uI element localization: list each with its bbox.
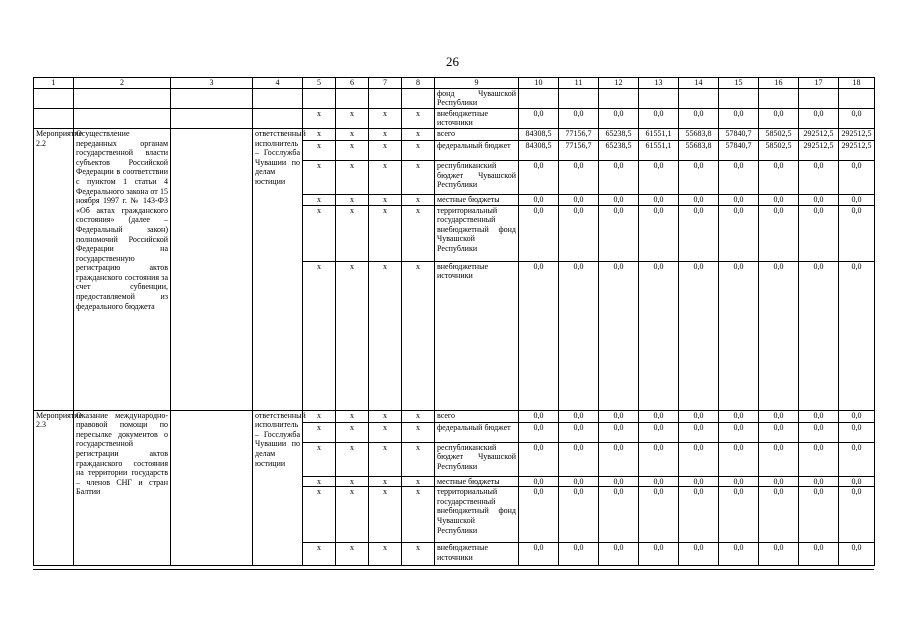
mark-cell: x xyxy=(402,140,435,160)
mark-cell: x xyxy=(369,194,402,205)
value-cell: 0,0 xyxy=(599,410,639,422)
value-cell: 0,0 xyxy=(519,543,559,566)
continuation-row xyxy=(34,108,875,128)
value-cell: 0,0 xyxy=(599,543,639,566)
value-cell: 292512,5 xyxy=(799,128,839,140)
value-cell: 0,0 xyxy=(679,543,719,566)
source-label: фонд Чувашской Республики xyxy=(435,88,519,108)
value-cell: 0,0 xyxy=(719,410,759,422)
value-cell: 0,0 xyxy=(639,160,679,194)
empty-cell xyxy=(402,88,435,108)
value-cell: 84308,5 xyxy=(519,128,559,140)
value-cell: 77156,7 xyxy=(559,128,599,140)
empty-cell xyxy=(719,88,759,108)
value-cell: 0,0 xyxy=(759,487,799,543)
empty-cell xyxy=(369,88,402,108)
value-cell: 0,0 xyxy=(679,476,719,487)
value-cell: 0,0 xyxy=(759,194,799,205)
value-cell: 0,0 xyxy=(599,476,639,487)
empty-cell xyxy=(799,88,839,108)
value-cell: 0,0 xyxy=(799,543,839,566)
value-cell: 0,0 xyxy=(519,261,559,410)
value-cell: 0,0 xyxy=(559,543,599,566)
page-number: 26 xyxy=(446,54,459,69)
value-cell: 57840,7 xyxy=(719,140,759,160)
value-cell: 0,0 xyxy=(519,422,559,442)
value-cell: 0,0 xyxy=(639,487,679,543)
mark-cell: x xyxy=(369,140,402,160)
source-label: республиканский бюджет Чувашской Республики xyxy=(435,160,519,194)
mark-cell: x xyxy=(336,261,369,410)
value-cell: 0,0 xyxy=(719,160,759,194)
empty-cell xyxy=(839,88,875,108)
value-cell: 0,0 xyxy=(599,261,639,410)
mark-cell: x xyxy=(369,487,402,543)
value-cell: 0,0 xyxy=(759,422,799,442)
mark-cell: x xyxy=(336,128,369,140)
mark-cell: x xyxy=(303,422,336,442)
value-cell: 65238,5 xyxy=(599,128,639,140)
value-cell: 0,0 xyxy=(639,205,679,261)
mark-cell: x xyxy=(303,476,336,487)
measure-executor: ответственный исполнитель – Госслужба Чувашии по делам юстиции xyxy=(253,128,303,410)
measure-description: Оказание международно-правовой помощи по пересылке документов о государственной регистрации актов гражданского состояния на территории государств – членов СНГ и стран Балтии xyxy=(74,410,171,566)
mark-cell: x xyxy=(402,128,435,140)
value-cell: 0,0 xyxy=(559,205,599,261)
value-cell: 0,0 xyxy=(519,442,559,476)
header-cell-4: 4 xyxy=(253,78,303,89)
empty-cell xyxy=(253,88,303,108)
value-cell: 0,0 xyxy=(799,160,839,194)
value-cell: 0,0 xyxy=(599,205,639,261)
value-cell: 0,0 xyxy=(799,410,839,422)
header-cell-1: 1 xyxy=(34,78,74,89)
value-cell: 0,0 xyxy=(719,543,759,566)
empty-cell xyxy=(336,88,369,108)
value-cell: 0,0 xyxy=(679,160,719,194)
empty-cell xyxy=(74,108,171,128)
value-cell: 0,0 xyxy=(839,160,875,194)
mark-cell: x xyxy=(402,410,435,422)
value-cell: 0,0 xyxy=(559,487,599,543)
mark-cell: x xyxy=(369,476,402,487)
value-cell: 0,0 xyxy=(759,108,799,128)
value-cell: 0,0 xyxy=(599,108,639,128)
value-cell: 57840,7 xyxy=(719,128,759,140)
header-cell-3: 3 xyxy=(171,78,253,89)
value-cell: 0,0 xyxy=(639,476,679,487)
empty-cell xyxy=(679,88,719,108)
source-label: внебюджетные источники xyxy=(435,108,519,128)
program-funding-table xyxy=(33,77,875,566)
value-cell: 0,0 xyxy=(759,442,799,476)
mark-cell: x xyxy=(336,140,369,160)
mark-cell: x xyxy=(303,543,336,566)
source-label: территориальный государственный внебюджетный фонд Чувашской Республики xyxy=(435,205,519,261)
header-cell-7: 7 xyxy=(369,78,402,89)
value-cell: 0,0 xyxy=(759,205,799,261)
source-label: местные бюджеты xyxy=(435,476,519,487)
value-cell: 0,0 xyxy=(839,261,875,410)
empty-cell xyxy=(303,88,336,108)
mark-cell: x xyxy=(402,476,435,487)
source-label: федеральный бюджет xyxy=(435,422,519,442)
value-cell: 292512,5 xyxy=(839,128,875,140)
value-cell: 0,0 xyxy=(679,108,719,128)
mark-cell: x xyxy=(369,410,402,422)
value-cell: 84308,5 xyxy=(519,140,559,160)
value-cell: 77156,7 xyxy=(559,140,599,160)
header-cell-11: 11 xyxy=(559,78,599,89)
header-cell-10: 10 xyxy=(519,78,559,89)
value-cell: 0,0 xyxy=(799,476,839,487)
value-cell: 0,0 xyxy=(559,261,599,410)
value-cell: 0,0 xyxy=(639,108,679,128)
value-cell: 0,0 xyxy=(759,476,799,487)
value-cell: 0,0 xyxy=(559,442,599,476)
value-cell: 0,0 xyxy=(719,422,759,442)
value-cell: 0,0 xyxy=(719,261,759,410)
value-cell: 0,0 xyxy=(559,108,599,128)
value-cell: 0,0 xyxy=(839,422,875,442)
value-cell: 0,0 xyxy=(799,194,839,205)
mark-cell: x xyxy=(303,442,336,476)
value-cell: 0,0 xyxy=(839,543,875,566)
source-label: федеральный бюджет xyxy=(435,140,519,160)
empty-cell xyxy=(171,128,253,410)
mark-cell: x xyxy=(402,442,435,476)
mark-cell: x xyxy=(402,205,435,261)
value-cell: 61551,1 xyxy=(639,128,679,140)
value-cell: 0,0 xyxy=(759,543,799,566)
mark-cell: x xyxy=(336,108,369,128)
mark-cell: x xyxy=(369,422,402,442)
source-label: всего xyxy=(435,410,519,422)
mark-cell: x xyxy=(336,194,369,205)
mark-cell: x xyxy=(303,261,336,410)
mark-cell: x xyxy=(369,160,402,194)
mark-cell: x xyxy=(369,128,402,140)
value-cell: 0,0 xyxy=(599,160,639,194)
value-cell: 0,0 xyxy=(719,194,759,205)
value-cell: 0,0 xyxy=(519,205,559,261)
mark-cell: x xyxy=(369,261,402,410)
value-cell: 58502,5 xyxy=(759,140,799,160)
value-cell: 0,0 xyxy=(679,194,719,205)
empty-cell xyxy=(639,88,679,108)
source-label: внебюджетные источники xyxy=(435,261,519,410)
value-cell: 58502,5 xyxy=(759,128,799,140)
value-cell: 61551,1 xyxy=(639,140,679,160)
value-cell: 0,0 xyxy=(839,194,875,205)
value-cell: 0,0 xyxy=(759,410,799,422)
mark-cell: x xyxy=(336,487,369,543)
value-cell: 0,0 xyxy=(759,261,799,410)
mark-cell: x xyxy=(303,128,336,140)
header-cell-6: 6 xyxy=(336,78,369,89)
value-cell: 65238,5 xyxy=(599,140,639,160)
empty-cell xyxy=(519,88,559,108)
value-cell: 0,0 xyxy=(599,487,639,543)
measure-code: Мероприятие 2.3 xyxy=(34,410,74,566)
value-cell: 0,0 xyxy=(679,422,719,442)
value-cell: 292512,5 xyxy=(799,140,839,160)
value-cell: 0,0 xyxy=(839,476,875,487)
value-cell: 0,0 xyxy=(559,160,599,194)
header-cell-12: 12 xyxy=(599,78,639,89)
mark-cell: x xyxy=(336,476,369,487)
value-cell: 0,0 xyxy=(639,261,679,410)
header-cell-14: 14 xyxy=(679,78,719,89)
mark-cell: x xyxy=(336,543,369,566)
mark-cell: x xyxy=(336,410,369,422)
mark-cell: x xyxy=(303,140,336,160)
continuation-row xyxy=(34,88,875,108)
mark-cell: x xyxy=(336,205,369,261)
empty-cell xyxy=(759,88,799,108)
value-cell: 0,0 xyxy=(559,422,599,442)
value-cell: 292512,5 xyxy=(839,140,875,160)
mark-cell: x xyxy=(402,261,435,410)
value-cell: 0,0 xyxy=(759,160,799,194)
value-cell: 0,0 xyxy=(799,422,839,442)
value-cell: 0,0 xyxy=(799,108,839,128)
empty-cell xyxy=(559,88,599,108)
empty-cell xyxy=(34,88,74,108)
source-label: территориальный государственный внебюджетный фонд Чувашской Республики xyxy=(435,487,519,543)
mark-cell: x xyxy=(369,543,402,566)
measure-executor: ответственный исполнитель – Госслужба Чувашии по делам юстиции xyxy=(253,410,303,566)
mark-cell: x xyxy=(402,160,435,194)
mark-cell: x xyxy=(336,422,369,442)
mark-cell: x xyxy=(336,442,369,476)
value-cell: 0,0 xyxy=(559,476,599,487)
source-label: всего xyxy=(435,128,519,140)
funding-row xyxy=(34,128,875,140)
header-cell-9: 9 xyxy=(435,78,519,89)
mark-cell: x xyxy=(303,194,336,205)
value-cell: 0,0 xyxy=(839,487,875,543)
value-cell: 0,0 xyxy=(519,194,559,205)
header-cell-2: 2 xyxy=(74,78,171,89)
value-cell: 0,0 xyxy=(599,194,639,205)
value-cell: 0,0 xyxy=(679,261,719,410)
value-cell: 0,0 xyxy=(679,442,719,476)
source-label: внебюджетные источники xyxy=(435,543,519,566)
value-cell: 0,0 xyxy=(599,442,639,476)
value-cell: 0,0 xyxy=(559,410,599,422)
empty-cell xyxy=(74,88,171,108)
mark-cell: x xyxy=(402,194,435,205)
mark-cell: x xyxy=(369,205,402,261)
measure-description: Осуществление переданных органам государственной власти субъектов Российской Федерации в соответствии с пунктом 1 статьи 4 Федерального закона от 15 ноября 1997 г. № 143-ФЗ «Об актах гражданского состояния» (далее – Федеральный закон) полномочий Российской Федерации на государственную регистрацию актов гражданского состояния за счет субвенции, предоставляемой из федерального бюджета xyxy=(74,128,171,410)
value-cell: 0,0 xyxy=(519,487,559,543)
value-cell: 0,0 xyxy=(719,442,759,476)
mark-cell: x xyxy=(369,108,402,128)
value-cell: 0,0 xyxy=(639,410,679,422)
value-cell: 55683,8 xyxy=(679,140,719,160)
mark-cell: x xyxy=(402,422,435,442)
value-cell: 0,0 xyxy=(719,476,759,487)
value-cell: 0,0 xyxy=(799,442,839,476)
value-cell: 0,0 xyxy=(679,487,719,543)
table-bottom-rule xyxy=(33,569,874,570)
mark-cell: x xyxy=(402,487,435,543)
value-cell: 0,0 xyxy=(639,422,679,442)
value-cell: 0,0 xyxy=(799,487,839,543)
measure-code: Мероприятие 2.2 xyxy=(34,128,74,410)
value-cell: 0,0 xyxy=(839,410,875,422)
header-row xyxy=(34,78,875,89)
source-label: местные бюджеты xyxy=(435,194,519,205)
value-cell: 0,0 xyxy=(519,410,559,422)
header-cell-17: 17 xyxy=(799,78,839,89)
value-cell: 0,0 xyxy=(839,442,875,476)
mark-cell: x xyxy=(303,410,336,422)
value-cell: 0,0 xyxy=(519,108,559,128)
mark-cell: x xyxy=(402,108,435,128)
value-cell: 0,0 xyxy=(719,487,759,543)
value-cell: 0,0 xyxy=(719,108,759,128)
mark-cell: x xyxy=(303,160,336,194)
value-cell: 0,0 xyxy=(639,442,679,476)
mark-cell: x xyxy=(303,108,336,128)
header-cell-8: 8 xyxy=(402,78,435,89)
mark-cell: x xyxy=(402,543,435,566)
value-cell: 0,0 xyxy=(679,205,719,261)
value-cell: 0,0 xyxy=(679,410,719,422)
value-cell: 55683,8 xyxy=(679,128,719,140)
empty-cell xyxy=(171,108,253,128)
mark-cell: x xyxy=(336,160,369,194)
value-cell: 0,0 xyxy=(519,476,559,487)
mark-cell: x xyxy=(369,442,402,476)
header-cell-13: 13 xyxy=(639,78,679,89)
value-cell: 0,0 xyxy=(799,205,839,261)
mark-cell: x xyxy=(303,205,336,261)
empty-cell xyxy=(34,108,74,128)
empty-cell xyxy=(599,88,639,108)
value-cell: 0,0 xyxy=(559,194,599,205)
value-cell: 0,0 xyxy=(719,205,759,261)
funding-row xyxy=(34,410,875,422)
value-cell: 0,0 xyxy=(839,108,875,128)
value-cell: 0,0 xyxy=(839,205,875,261)
source-label: республиканский бюджет Чувашской Республики xyxy=(435,442,519,476)
value-cell: 0,0 xyxy=(599,422,639,442)
header-cell-18: 18 xyxy=(839,78,875,89)
value-cell: 0,0 xyxy=(519,160,559,194)
empty-cell xyxy=(171,88,253,108)
value-cell: 0,0 xyxy=(639,194,679,205)
header-cell-15: 15 xyxy=(719,78,759,89)
value-cell: 0,0 xyxy=(639,543,679,566)
header-cell-16: 16 xyxy=(759,78,799,89)
header-cell-5: 5 xyxy=(303,78,336,89)
empty-cell xyxy=(171,410,253,566)
value-cell: 0,0 xyxy=(799,261,839,410)
empty-cell xyxy=(253,108,303,128)
mark-cell: x xyxy=(303,487,336,543)
